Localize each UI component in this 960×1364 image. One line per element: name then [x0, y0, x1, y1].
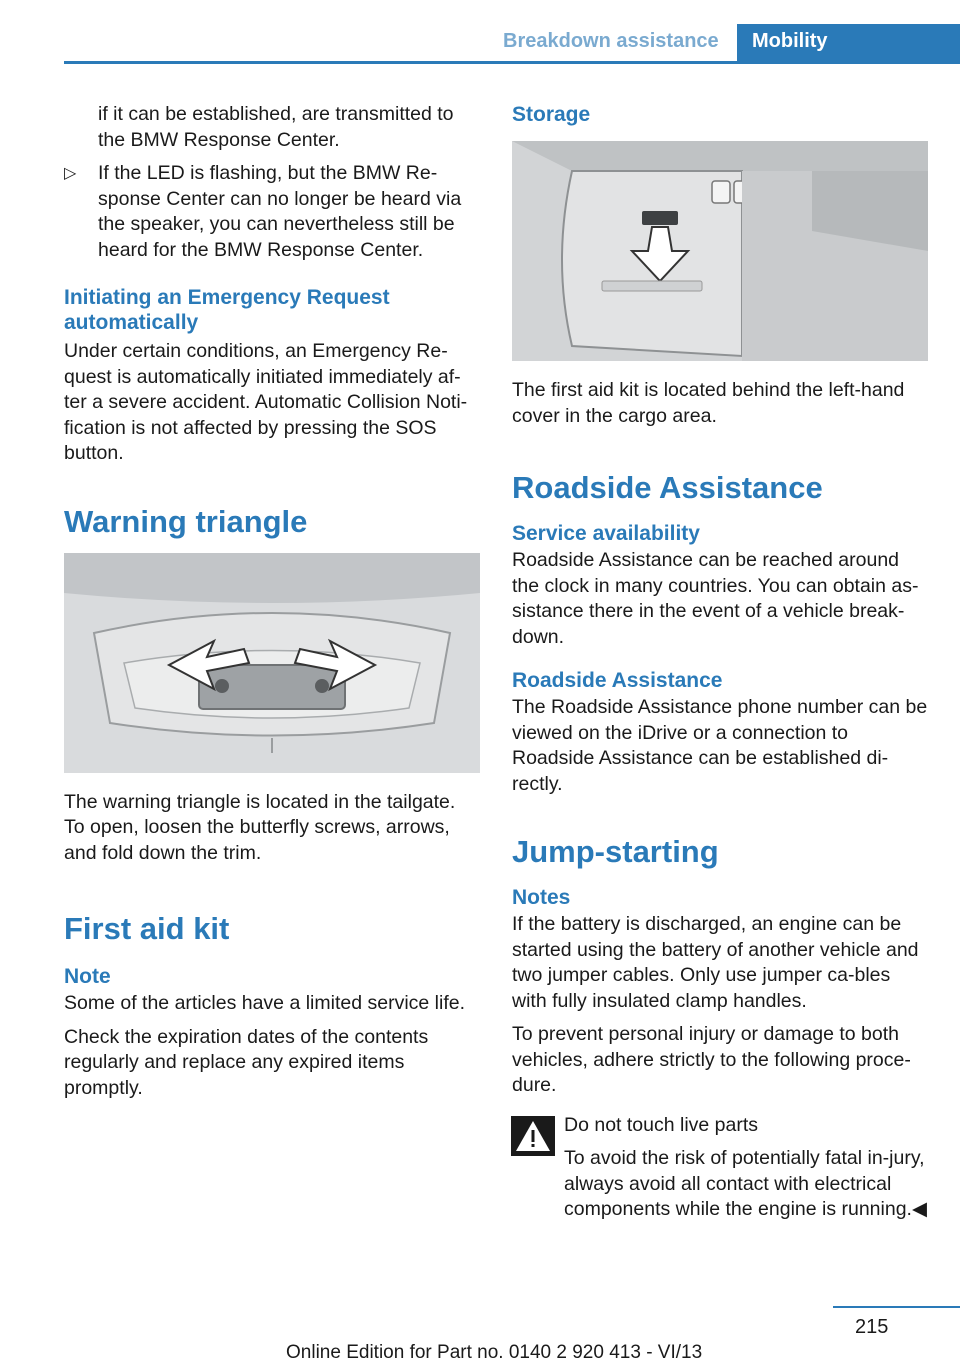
footer-rule — [833, 1306, 960, 1308]
note-paragraph-1: Some of the articles have a limited service life. — [64, 992, 466, 1014]
service-availability-text: Roadside Assistance can be reached around the clock in many countries. You can obtain as‐sistance there in the event of a vehicle break‐down. — [512, 549, 919, 648]
service-availability-heading: Service availability — [512, 522, 700, 545]
storage-heading: Storage — [512, 103, 591, 126]
first-aid-heading: First aid kit — [64, 911, 230, 946]
storage-text: The first aid kit is located behind the left-hand cover in the cargo area. — [512, 379, 905, 427]
notes-paragraph-2: To prevent personal injury or damage to both vehicles, adhere strictly to the following proce‐dure. — [512, 1023, 911, 1096]
note-heading: Note — [64, 965, 111, 988]
note-paragraph-2: Check the expiration dates of the contents regularly and replace any expired items promptly. — [64, 1025, 429, 1099]
warning-triangle-icon — [511, 1116, 555, 1156]
warning-body: To avoid the risk of potentially fatal in‐jury, always avoid all contact with electrical components while the engine is running.◀ — [564, 1147, 927, 1220]
warning-triangle-heading: Warning triangle — [64, 503, 308, 539]
notes-heading: Notes — [512, 886, 571, 909]
header-section-title: Breakdown assistance — [503, 30, 719, 52]
list-item — [64, 161, 480, 263]
triangle-right-icon: ▷ — [64, 165, 77, 182]
roadside-assistance-heading: Roadside Assistance — [512, 470, 823, 505]
jump-starting-heading: Jump-starting — [512, 834, 719, 869]
cargo-area-first-aid-image — [512, 141, 928, 361]
warning-notice — [512, 1113, 928, 1223]
roadside-text: The Roadside Assistance phone number can be viewed on the iDrive or a connection to Roadside Assistance can be established di‐rectly. — [512, 696, 928, 795]
warning-title: Do not touch live parts — [564, 1113, 759, 1136]
page-number: 215 — [855, 1316, 889, 1338]
header-chapter-tab — [737, 24, 960, 62]
warning-triangle-text: The warning triangle is located in the tailgate. To open, loosen the butterfly screws, arrows, and fold down the trim. — [64, 790, 456, 864]
tailgate-warning-triangle-image — [64, 553, 480, 773]
roadside-sub-heading: Roadside Assistance — [512, 669, 723, 692]
header-rule — [64, 61, 960, 64]
emergency-text: Under certain conditions, an Emergency Re‐quest is automatically initiated immediately af‐ter a severe accident. Automatic Collision Noti‐fication is not affected by pressing the SOS button. — [64, 340, 468, 464]
left-column — [64, 102, 480, 1109]
right-column — [512, 102, 928, 1223]
notes-paragraph-1: If the battery is discharged, an engine can be started using the battery of another vehicle and two jumper cables. Only use jumper ca‐bles with fully insulated clamp handles. — [512, 913, 919, 1012]
intro-paragraph: if it can be established, are transmitted to the BMW Response Center. — [98, 103, 454, 151]
list-item-text: If the LED is flashing, but the BMW Re‐sponse Center can no longer be heard via the speaker, you can nevertheless still be heard for the BMW Response Center. — [98, 162, 462, 261]
emergency-heading: Initiating an Emergency Request automatically — [64, 286, 390, 334]
header-chapter-label: Mobility — [752, 30, 828, 52]
footer-edition: Online Edition for Part no. 0140 2 920 413 - VI/13 — [286, 1342, 703, 1363]
